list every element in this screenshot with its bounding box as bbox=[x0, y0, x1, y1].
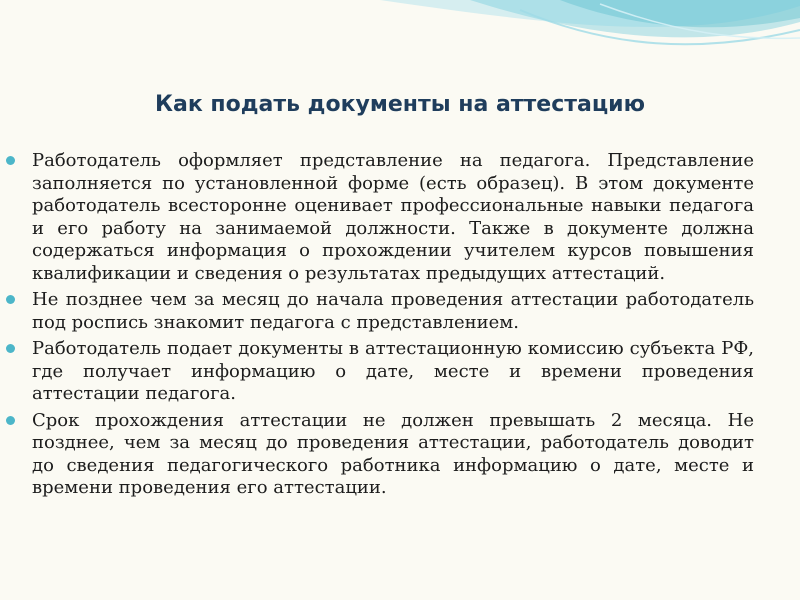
bullet-text: Не позднее чем за месяц до начала проведения аттестации работодатель под роспись знакомит педагога с представлением. bbox=[32, 289, 754, 333]
bullet-item bbox=[6, 338, 754, 406]
bullet-text: Работодатель подает документы в аттестационную комиссию субъекта РФ, где получает информацию о дате, месте и времени проведения аттестации педагога. bbox=[32, 338, 754, 404]
bullet-list bbox=[6, 150, 754, 504]
bullet-dot-icon bbox=[6, 344, 15, 353]
bullet-text: Срок прохождения аттестации не должен превышать 2 месяца. Не позднее, чем за месяц до проведения аттестации, работодатель доводит до сведения педагогического работника информацию о дате, месте и времени проведения его аттестации. bbox=[32, 409, 754, 498]
bullet-dot-icon bbox=[6, 156, 15, 165]
bullet-item bbox=[6, 150, 754, 285]
bullet-item bbox=[6, 410, 754, 500]
bullet-dot-icon bbox=[6, 416, 15, 425]
bullet-text: Работодатель оформляет представление на педагога. Представление заполняется по установленной форме (есть образец). В этом документе работодатель всесторонне оценивает профессиональные навыки педагога и его работу на занимаемой должности. Также в документе должна содержаться информация о прохождении учителем курсов повышения квалификации и сведения о результатах предыдущих аттестаций. bbox=[32, 150, 754, 284]
bullet-item bbox=[6, 289, 754, 334]
wave-decoration bbox=[0, 0, 800, 80]
slide-title: Как подать документы на аттестацию bbox=[155, 92, 645, 117]
bullet-dot-icon bbox=[6, 295, 15, 304]
